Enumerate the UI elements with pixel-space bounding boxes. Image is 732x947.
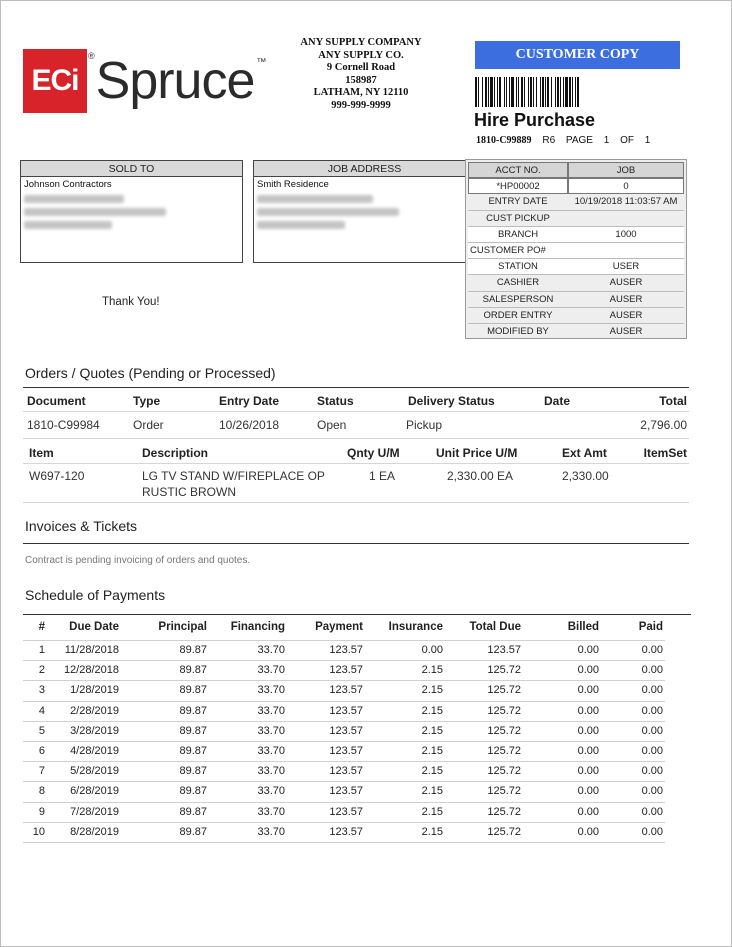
entry-date-label: ENTRY DATE [488,196,548,208]
invoices-note: Contract is pending invoicing of orders and quotes. [25,555,251,566]
row-due-date: 3/28/2019 [70,724,119,737]
spruce-wordmark: Spruce [95,52,255,110]
page-label: PAGE [565,135,593,146]
branch-value: 1000 [615,228,637,240]
row-insurance: 0.00 [421,644,443,656]
item-description-line1: LG TV STAND W/FIREPLACE OP [142,469,325,483]
row-principal: 89.87 [179,664,207,677]
redacted-line [257,221,345,229]
divider [23,438,689,439]
schedule-row [23,702,665,722]
row-payment: 123.57 [329,825,363,838]
row-principal: 89.87 [179,805,207,818]
row-principal: 89.87 [179,684,207,697]
row-principal: 89.87 [179,765,207,778]
row-number: 8 [38,785,45,798]
job-address-header: JOB ADDRESS [254,161,475,177]
redacted-line [257,195,373,203]
row-total-due: 125.72 [487,805,521,818]
row-number: 10 [32,825,45,838]
row-principal: 89.87 [179,724,207,737]
row-billed: 0.00 [577,744,599,757]
modified-by-value: AUSER [609,325,643,337]
cust-pickup-value [568,211,684,226]
row-number: 1 [38,644,45,656]
item-ext-amt: 2,330.00 [562,469,609,483]
row-total-due: 125.72 [487,825,521,838]
order-status: Open [317,418,347,432]
row-principal: 89.87 [179,785,207,798]
invoices-section-title: Invoices & Tickets [25,518,138,534]
row-number: 9 [38,805,45,818]
info-header-row [468,162,684,178]
row-due-date: 5/28/2019 [70,765,119,778]
acct-no-value: *HP00002 [468,178,568,194]
order-document-link[interactable]: 1810-C99984 [27,418,100,432]
row-paid: 0.00 [641,744,663,757]
row-paid: 0.00 [641,664,663,677]
row-insurance: 2.15 [421,664,443,677]
sold-to-name: Johnson Contractors [24,179,112,190]
col-description: Description [142,446,209,460]
info-row [468,324,684,340]
col-payment: Payment [315,621,363,633]
customer-po-label: CUSTOMER PO# [470,244,546,256]
item-unit-price: 2,330.00 EA [447,469,514,483]
redacted-line [24,221,112,229]
row-total-due: 125.72 [487,704,521,717]
info-row [468,243,684,259]
col-number: # [38,621,45,633]
divider [23,411,689,412]
info-row [468,275,684,291]
row-financing: 33.70 [257,704,285,717]
row-principal: 89.87 [179,825,207,838]
row-financing: 33.70 [257,765,285,778]
col-document: Document [27,394,86,408]
company-line: 999-999-9999 [331,99,391,111]
schedule-row [23,641,665,661]
row-payment: 123.57 [329,805,363,818]
row-due-date: 12/28/2018 [63,664,119,677]
company-line: 9 Cornell Road [326,62,396,73]
cashier-label: CASHIER [496,277,540,289]
schedule-row [23,722,665,742]
row-paid: 0.00 [641,785,663,798]
col-qnty: Qnty U/M [347,446,400,460]
row-total-due: 125.72 [487,684,521,697]
barcode-image [475,77,663,107]
schedule-row [23,782,665,802]
divider [23,502,689,503]
of-label: OF [620,135,634,146]
col-entry-date: Entry Date [219,394,280,408]
item-description-line2: RUSTIC BROWN [142,485,236,499]
row-due-date: 6/28/2019 [70,785,119,798]
salesperson-label: SALESPERSON [482,293,554,305]
row-insurance: 2.15 [421,785,443,798]
trademark-mark: ™ [256,57,267,68]
row-billed: 0.00 [577,704,599,717]
job-address-name: Smith Residence [257,179,329,190]
row-billed: 0.00 [577,825,599,838]
info-acct-row [468,178,684,194]
company-line: ANY SUPPLY CO. [318,49,404,61]
company-line: LATHAM, NY 12110 [313,87,409,98]
document-number: 1810-C99889 [476,135,532,146]
info-row [468,308,684,324]
row-paid: 0.00 [641,805,663,818]
row-billed: 0.00 [577,785,599,798]
cust-pickup-label: CUST PICKUP [486,212,550,224]
page-number: 1 [603,135,610,146]
revision: R6 [542,135,556,146]
divider [23,387,689,388]
info-row [468,194,684,210]
col-ext-amt: Ext Amt [562,446,607,460]
schedule-row [23,681,665,701]
row-due-date: 4/28/2019 [70,744,119,757]
row-insurance: 2.15 [421,704,443,717]
registered-mark: ® [88,51,95,61]
row-financing: 33.70 [257,684,285,697]
schedule-row [23,742,665,762]
redacted-line [24,195,124,203]
schedule-header-row [23,615,665,641]
row-payment: 123.57 [329,765,363,778]
customer-po-value [568,243,684,258]
job-address-box [253,160,476,263]
col-insurance: Insurance [388,621,443,633]
col-principal: Principal [158,621,207,633]
col-paid: Paid [638,621,663,633]
col-total-due: Total Due [469,621,521,633]
account-info-panel [465,159,687,339]
row-payment: 123.57 [329,724,363,737]
row-insurance: 2.15 [421,744,443,757]
salesperson-value: AUSER [609,293,643,305]
company-address-block [281,37,441,112]
row-payment: 123.57 [329,744,363,757]
order-delivery-status: Pickup [406,418,443,432]
row-due-date: 8/28/2019 [70,825,119,838]
col-unit-price: Unit Price U/M [436,446,518,460]
row-insurance: 2.15 [421,724,443,737]
row-payment: 123.57 [329,644,363,656]
info-row [468,292,684,308]
row-insurance: 2.15 [421,765,443,778]
row-financing: 33.70 [257,785,285,798]
row-total-due: 125.72 [487,785,521,798]
page-total: 1 [644,135,651,146]
row-financing: 33.70 [257,724,285,737]
orders-section-title: Orders / Quotes (Pending or Processed) [25,365,276,381]
job-value: 0 [568,178,684,194]
item-code: W697-120 [29,469,85,483]
row-paid: 0.00 [641,684,663,697]
schedule-row [23,803,665,823]
entry-date-value: 10/19/2018 11:03:57 AM [574,196,678,208]
row-due-date: 2/28/2019 [70,704,119,717]
job-label: JOB [568,162,684,178]
row-paid: 0.00 [641,704,663,717]
order-type: Order [133,418,164,432]
row-due-date: 11/28/2018 [64,644,119,656]
row-financing: 33.70 [257,664,285,677]
thank-you-text: Thank You! [102,296,160,308]
row-payment: 123.57 [329,684,363,697]
row-paid: 0.00 [641,825,663,838]
row-payment: 123.57 [329,785,363,798]
station-label: STATION [498,261,538,273]
document-title: Hire Purchase [474,110,596,130]
row-insurance: 2.15 [421,684,443,697]
company-line: 158987 [345,74,377,86]
order-entry-date: 10/26/2018 [219,418,280,432]
col-delivery-status: Delivery Status [408,394,495,408]
row-payment: 123.57 [329,664,363,677]
item-qnty: 1 EA [369,469,396,483]
col-date: Date [544,394,571,408]
order-entry-label: ORDER ENTRY [483,309,553,321]
row-financing: 33.70 [257,744,285,757]
col-total: Total [659,394,687,408]
col-type: Type [133,394,161,408]
order-entry-value: AUSER [609,309,643,321]
modified-by-label: MODIFIED BY [487,325,549,337]
cashier-value: AUSER [609,277,643,289]
info-row [468,211,684,227]
row-financing: 33.70 [257,644,285,656]
col-status: Status [317,394,354,408]
row-principal: 89.87 [179,704,207,717]
station-value: USER [612,261,640,273]
row-total-due: 125.72 [487,724,521,737]
redacted-line [24,208,166,216]
document-number-line [476,135,658,146]
eci-spruce-logo [23,49,266,113]
row-paid: 0.00 [641,724,663,737]
row-billed: 0.00 [577,684,599,697]
row-principal: 89.87 [179,644,207,656]
col-billed: Billed [567,621,599,633]
row-billed: 0.00 [577,765,599,778]
row-number: 6 [38,744,45,757]
payment-schedule-table [23,615,691,843]
schedule-section-title: Schedule of Payments [25,587,166,603]
redacted-line [257,208,399,216]
sold-to-header: SOLD TO [21,161,242,177]
order-total: 2,796.00 [640,418,687,432]
row-paid: 0.00 [641,644,663,656]
row-financing: 33.70 [257,805,285,818]
row-billed: 0.00 [577,805,599,818]
acct-no-label: ACCT NO. [468,162,568,178]
col-itemset: ItemSet [643,446,687,460]
divider [23,463,689,464]
row-number: 7 [38,765,45,778]
row-due-date: 1/28/2019 [70,684,119,697]
col-item: Item [29,446,54,460]
schedule-row [23,762,665,782]
info-row [468,227,684,243]
row-insurance: 2.15 [421,825,443,838]
info-row [468,259,684,275]
row-total-due: 125.72 [487,744,521,757]
row-billed: 0.00 [577,664,599,677]
row-total-due: 123.57 [487,644,521,656]
row-payment: 123.57 [329,704,363,717]
row-total-due: 125.72 [487,765,521,778]
row-number: 4 [38,704,45,717]
col-due-date: Due Date [69,621,119,633]
row-number: 2 [38,664,45,677]
divider [23,543,689,544]
row-number: 3 [38,684,45,697]
customer-copy-banner: CUSTOMER COPY [475,41,680,69]
row-number: 5 [38,724,45,737]
schedule-row [23,661,665,681]
company-line: ANY SUPPLY COMPANY [300,37,422,48]
row-paid: 0.00 [641,765,663,778]
col-financing: Financing [230,621,285,633]
row-billed: 0.00 [577,644,599,656]
row-insurance: 2.15 [421,805,443,818]
row-total-due: 125.72 [487,664,521,677]
sold-to-box [20,160,243,263]
eci-logo-mark: ECi [23,49,87,113]
schedule-row [23,823,665,843]
row-billed: 0.00 [577,724,599,737]
row-principal: 89.87 [179,744,207,757]
schedule-body [23,641,691,843]
row-financing: 33.70 [257,825,285,838]
row-due-date: 7/28/2019 [70,805,119,818]
branch-label: BRANCH [497,228,539,240]
